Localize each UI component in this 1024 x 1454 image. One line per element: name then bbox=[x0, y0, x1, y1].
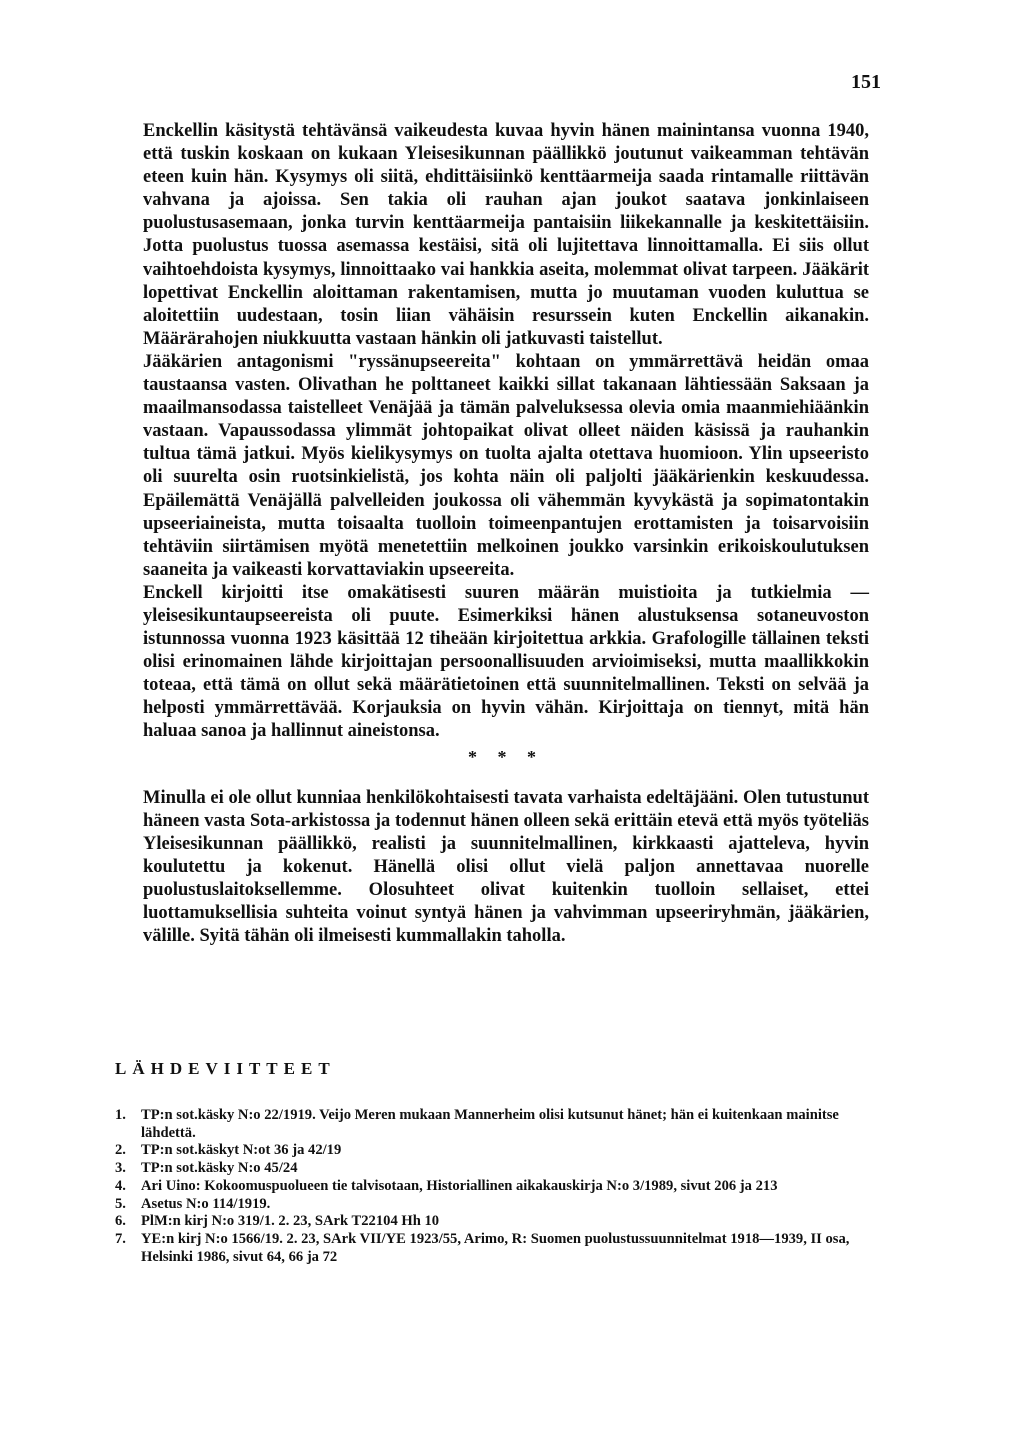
reference-number: 4. bbox=[115, 1177, 126, 1194]
reference-number: 7. bbox=[115, 1230, 126, 1247]
reference-item bbox=[115, 1142, 875, 1160]
reference-text: TP:n sot.käsky N:o 22/1919. Veijo Meren mukaan Mannerheim olisi kutsunut hänet; hän ei kuitenkaan mainitse lähdettä. bbox=[141, 1107, 839, 1141]
reference-item bbox=[115, 1231, 875, 1266]
reference-number: 6. bbox=[115, 1213, 126, 1230]
reference-number: 3. bbox=[115, 1160, 126, 1177]
reference-text: Asetus N:o 114/1919. bbox=[141, 1195, 271, 1212]
reference-item bbox=[115, 1160, 875, 1178]
reference-item bbox=[115, 1196, 875, 1214]
references-heading: LÄHDEVIITTEET bbox=[115, 1059, 336, 1078]
reference-number: 2. bbox=[115, 1142, 126, 1159]
reference-text: PlM:n kirj N:o 319/1. 2. 23, SArk T22104 Hh 10 bbox=[141, 1213, 440, 1230]
reference-text: Ari Uino: Kokoomuspuolueen tie talvisotaan, Historiallinen aikakauskirja N:o 3/1989, sivut 206 ja 213 bbox=[141, 1177, 778, 1194]
paragraph-1: Enckellin käsitystä tehtävänsä vaikeudesta kuvaa hyvin hänen mainintansa vuonna 1940, että tuskin koskaan on kukaan Yleisesikunnan päällikkö joutunut vaikeamman tehtävän eteen kuin hän. Kysymys oli siitä, ehdittäisiinkö kenttäarmeija saada rintamalle riittävän vahvana ja ajoissa. Sen takia oli rauhan ajan joukot saatava jonkinlaiseen puolustusasemaan, jonka turvin kenttäarmeija pantaisiin liikekannalle ja keskitettäisiin. Jotta puolustus tuossa asemassa kestäisi, sitä oli lujitettava linnoittamalla. Ei siis ollut vaihtoehdoista kysymys, linnoittaako vai hankkia aseita, molemmat olivat tarpeen. Jääkärit lopettivat Enckellin aloittaman rakentamisen, mutta jo muutaman vuoden kuluttua se aloitettiin uudestaan, tosin liian vähäisin resurssein kuten Enckellin aikanakin. Määrärahojen niukkuutta vastaan hänkin oli jatkuvasti taistellut. bbox=[143, 121, 869, 349]
reference-text: TP:n sot.käsky N:o 45/24 bbox=[141, 1160, 298, 1177]
reference-text: TP:n sot.käskyt N:ot 36 ja 42/19 bbox=[141, 1142, 342, 1159]
reference-item bbox=[115, 1178, 875, 1196]
section-break: * * * bbox=[468, 746, 544, 767]
reference-item bbox=[115, 1107, 875, 1142]
reference-item bbox=[115, 1213, 875, 1231]
body-text bbox=[143, 120, 869, 948]
paragraph-2: Jääkärien antagonismi "ryssänupseereita" kohtaan on ymmärrettävä heidän omaa taustaansa vasten. Olivathan he polttaneet kaikki sillat takanaan lähtiessään Saksaan ja maailmansodassa taistelleet Venäjää ja tämän palveluksessa olevia omia maanmiehiäänkin vastaan. Vapaussodassa ylimmät johtopaikat olivat olleet näiden käsissä ja rauhankin tultua tämä jatkui. Myös kielikysymys on tuolta ajalta otettava huomioon. Ylin upseeristo oli suurelta osin ruotsinkielistä, jos kohta näin oli paljolti jääkärienkin keskuudessa. Epäilemättä Venäjällä palvelleiden joukossa oli vähemmän kyvykästä ja sopimatontakin upseeriaineista, mutta toisaalta tuolloin toimeenpantujen erottamisten ja toisarvoisiin tehtäviin siirtämisen myötä menetettiin melkoinen joukko varsinkin erikoiskoulutuksen saaneita ja vaikeasti korvattaviakin upseereita. bbox=[143, 351, 869, 580]
reference-number: 1. bbox=[115, 1107, 126, 1123]
closing-paragraph: Minulla ei ole ollut kunniaa henkilökohtaisesti tavata varhaista edeltäjääni. Olen tutustunut häneen vasta Sota-arkistossa ja todennut hänen olleen sekä erittäin etevä että myös työteliäs Yleisesikunnan päällikkö, realisti ja suunnitelmallinen, kirkkaasti ajatteleva, hyvin koulutettu ja kokenut. Hänellä olisi ollut vielä paljon annettavaa nuorelle puolustuslaitoksellemme. Olosuhteet olivat kuitenkin tuolloin sellaiset, ettei luottamuksellisia suhteita voinut syntyä hänen ja vahvimman upseeriryhmän, jääkärien, välille. Syitä tähän oli ilmeisesti kummallakin taholla. bbox=[143, 787, 869, 947]
page-number: 151 bbox=[851, 71, 881, 93]
paragraph-3: Enckell kirjoitti itse omakätisesti suuren määrän muistioita ja tutkielmia — yleisesikuntaupseereista oli puute. Esimerkiksi hänen alustuksensa sotaneuvoston istunnossa vuonna 1923 käsittää 12 tiheään kirjoitettua arkkia. Grafologille tällainen teksti olisi erinomainen lähde kirjoittajan persoonallisuuden arvioimiseksi, mutta maallikkokin toteaa, että tämä on ollut sekä määrätietoinen että suunnitelmallinen. Teksti on selvää ja helposti ymmärrettävää. Korjauksia on hyvin vähän. Kirjoittaja on tiennyt, mitä hän haluaa sanoa ja hallinnut aineistonsa. bbox=[143, 582, 869, 742]
reference-number: 5. bbox=[115, 1195, 126, 1212]
reference-text: YE:n kirj N:o 1566/19. 2. 23, SArk VII/YE 1923/55, Arimo, R: Suomen puolustussuunnitelmat 1918—1939, II osa, Helsinki 1986, sivut 64, 66 ja 72 bbox=[141, 1230, 850, 1265]
references-list bbox=[115, 1107, 875, 1266]
